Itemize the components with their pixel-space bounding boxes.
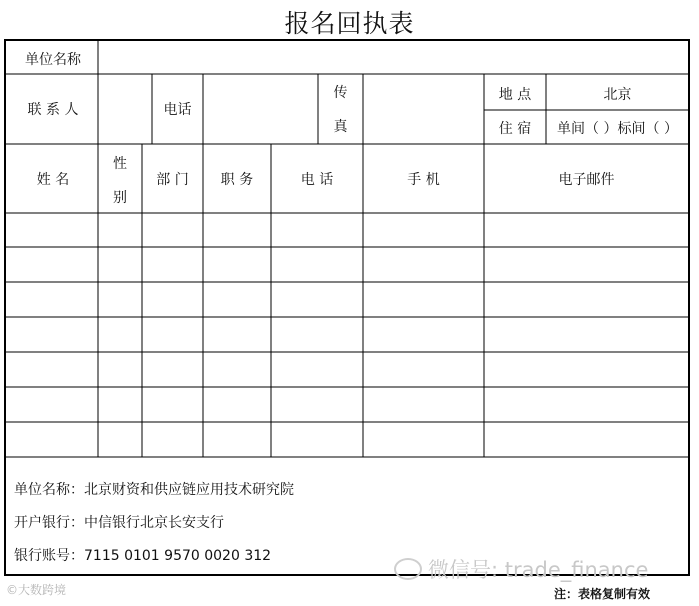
copy-note: 注：表格复制有效 (554, 587, 651, 601)
value-lodging[interactable]: 单间（ ）标间（ ） (557, 121, 678, 137)
source-watermark: ©大数跨境 (6, 583, 67, 597)
label-unit-name: 单位名称 (25, 52, 81, 68)
label-lodging: 住 宿 (498, 121, 532, 137)
field-unit-name[interactable] (99, 41, 688, 73)
col-email: 电子邮件 (558, 171, 615, 188)
wechat-watermark (394, 554, 648, 584)
col-mobile: 手 机 (407, 171, 440, 188)
col-department: 部 门 (156, 171, 189, 188)
col-gender-2: 别 (113, 190, 127, 206)
label-fax-2: 真 (333, 119, 348, 135)
col-gender (98, 150, 142, 212)
label-contact: 联 系 人 (27, 102, 79, 118)
label-phone: 电话 (163, 102, 192, 118)
col-position: 职 务 (220, 171, 254, 188)
wechat-watermark-text: 微信号: trade_finance (428, 558, 649, 582)
label-fax-1: 传 (333, 85, 348, 101)
payment-unit: 单位名称：北京财资和供应链应用技术研究院 (14, 482, 294, 498)
label-fax (318, 78, 363, 142)
wechat-icon (394, 558, 422, 580)
value-location: 北京 (603, 87, 632, 103)
field-phone[interactable] (204, 75, 317, 143)
payment-account: 银行账号：7115 0101 9570 0020 312 (14, 548, 272, 564)
col-name: 姓 名 (36, 171, 70, 188)
field-contact[interactable] (99, 75, 151, 143)
field-fax[interactable] (364, 75, 483, 143)
col-tel: 电 话 (300, 171, 334, 188)
payment-bank: 开户银行：中信银行北京长安支行 (14, 515, 224, 531)
form-title: 报名回执表 (284, 9, 415, 38)
label-location: 地 点 (498, 87, 532, 103)
col-gender-1: 性 (113, 156, 127, 172)
